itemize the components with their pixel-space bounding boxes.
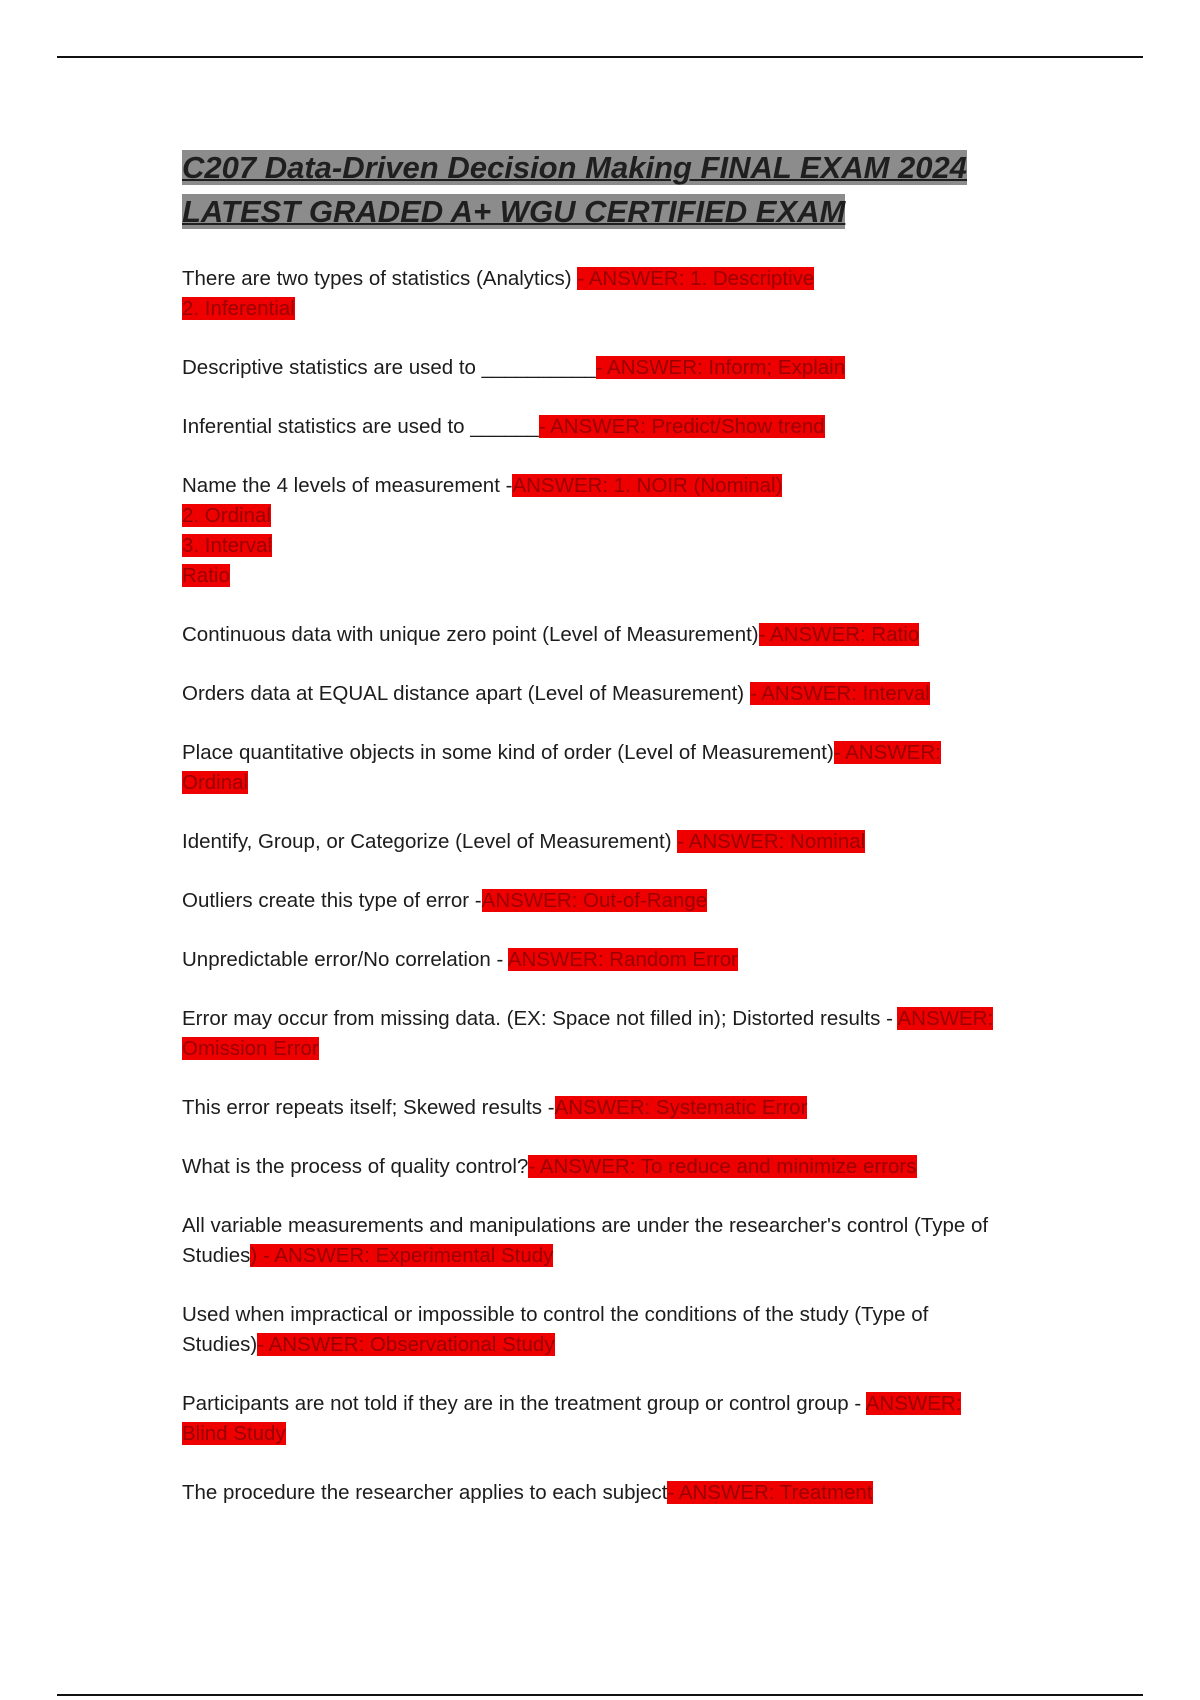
qa-item [182,945,1012,975]
qa-item [182,1152,1012,1182]
answer-highlight: ANSWER: Out-of-Range [481,889,708,912]
qa-item [182,1211,1012,1271]
answer-highlight: Ratio [182,564,230,587]
header-rule [57,56,1143,58]
question-text: Place quantitative objects in some kind of order (Level of Measurement) [182,741,834,764]
qa-item [182,1389,1012,1449]
qa-list [182,264,1012,1508]
answer-highlight: - ANSWER: Interval [749,682,930,705]
qa-item [182,471,1012,591]
footer-rule [57,1694,1143,1696]
question-text: Identify, Group, or Categorize (Level of Measurement) [182,830,678,853]
answer-highlight: ANSWER: Omission Error [182,1007,994,1060]
question-text: Used when impractical or impossible to control the conditions of the study (Type of Studies) [182,1303,929,1356]
question-text: There are two types of statistics (Analytics) [182,267,578,290]
answer-highlight: 2. Ordinal [182,504,271,527]
answer-highlight: - ANSWER: 1. Descriptive [577,267,815,290]
answer-highlight: ANSWER: Random Error [507,948,738,971]
qa-item [182,886,1012,916]
qa-item [182,1478,1012,1508]
document-body [182,146,1012,1537]
question-text: Error may occur from missing data. (EX: Space not filled in); Distorted results - [182,1007,898,1030]
answer-highlight: - ANSWER: Inform; Explain [595,356,846,379]
answer-highlight: - ANSWER: Nominal [677,830,866,853]
question-text: Outliers create this type of error - [182,889,482,912]
answer-highlight: ANSWER: 1. NOIR (Nominal) [512,474,783,497]
qa-item [182,412,1012,442]
title-line-2: LATEST GRADED A+ WGU CERTIFIED EXAM [182,194,846,229]
qa-item [182,738,1012,798]
answer-highlight: - ANSWER: Predict/Show trend [538,415,825,438]
qa-item [182,679,1012,709]
qa-item [182,620,1012,650]
qa-item [182,1004,1012,1064]
question-text: Continuous data with unique zero point (Level of Measurement) [182,623,759,646]
answer-highlight: - ANSWER: Ratio [758,623,920,646]
title-line-1: C207 Data-Driven Decision Making FINAL EXAM 2024 [182,150,968,185]
question-text: Inferential statistics are used to ______ [182,415,539,438]
question-text: This error repeats itself; Skewed results - [182,1096,555,1119]
qa-item [182,1093,1012,1123]
answer-highlight: - ANSWER: To reduce and minimize errors [528,1155,917,1178]
answer-highlight: - ANSWER: Treatment [667,1481,873,1504]
answer-highlight: ANSWER: Blind Study [182,1392,962,1445]
question-text: Descriptive statistics are used to __________ [182,356,596,379]
question-text: All variable measurements and manipulations are under the researcher's control (Type of Studies [182,1214,989,1267]
answer-highlight: 3. Interval [182,534,273,557]
answer-highlight: ) - ANSWER: Experimental Study [250,1244,554,1267]
answer-highlight: ANSWER: Systematic Error [554,1096,808,1119]
question-text: Participants are not told if they are in the treatment group or control group - [182,1392,866,1415]
question-text: Unpredictable error/No correlation - [182,948,508,971]
document-title [182,146,1012,234]
answer-highlight: 2. Inferential [182,297,295,320]
question-text: What is the process of quality control? [182,1155,529,1178]
question-text: The procedure the researcher applies to each subject [182,1481,668,1504]
answer-highlight: - ANSWER: Observational Study [257,1333,555,1356]
qa-item [182,353,1012,383]
qa-item [182,264,1012,324]
question-text: Name the 4 levels of measurement - [182,474,513,497]
qa-item [182,827,1012,857]
question-text: Orders data at EQUAL distance apart (Level of Measurement) [182,682,750,705]
qa-item [182,1300,1012,1360]
answer-highlight: - ANSWER: Ordinal [182,741,941,794]
